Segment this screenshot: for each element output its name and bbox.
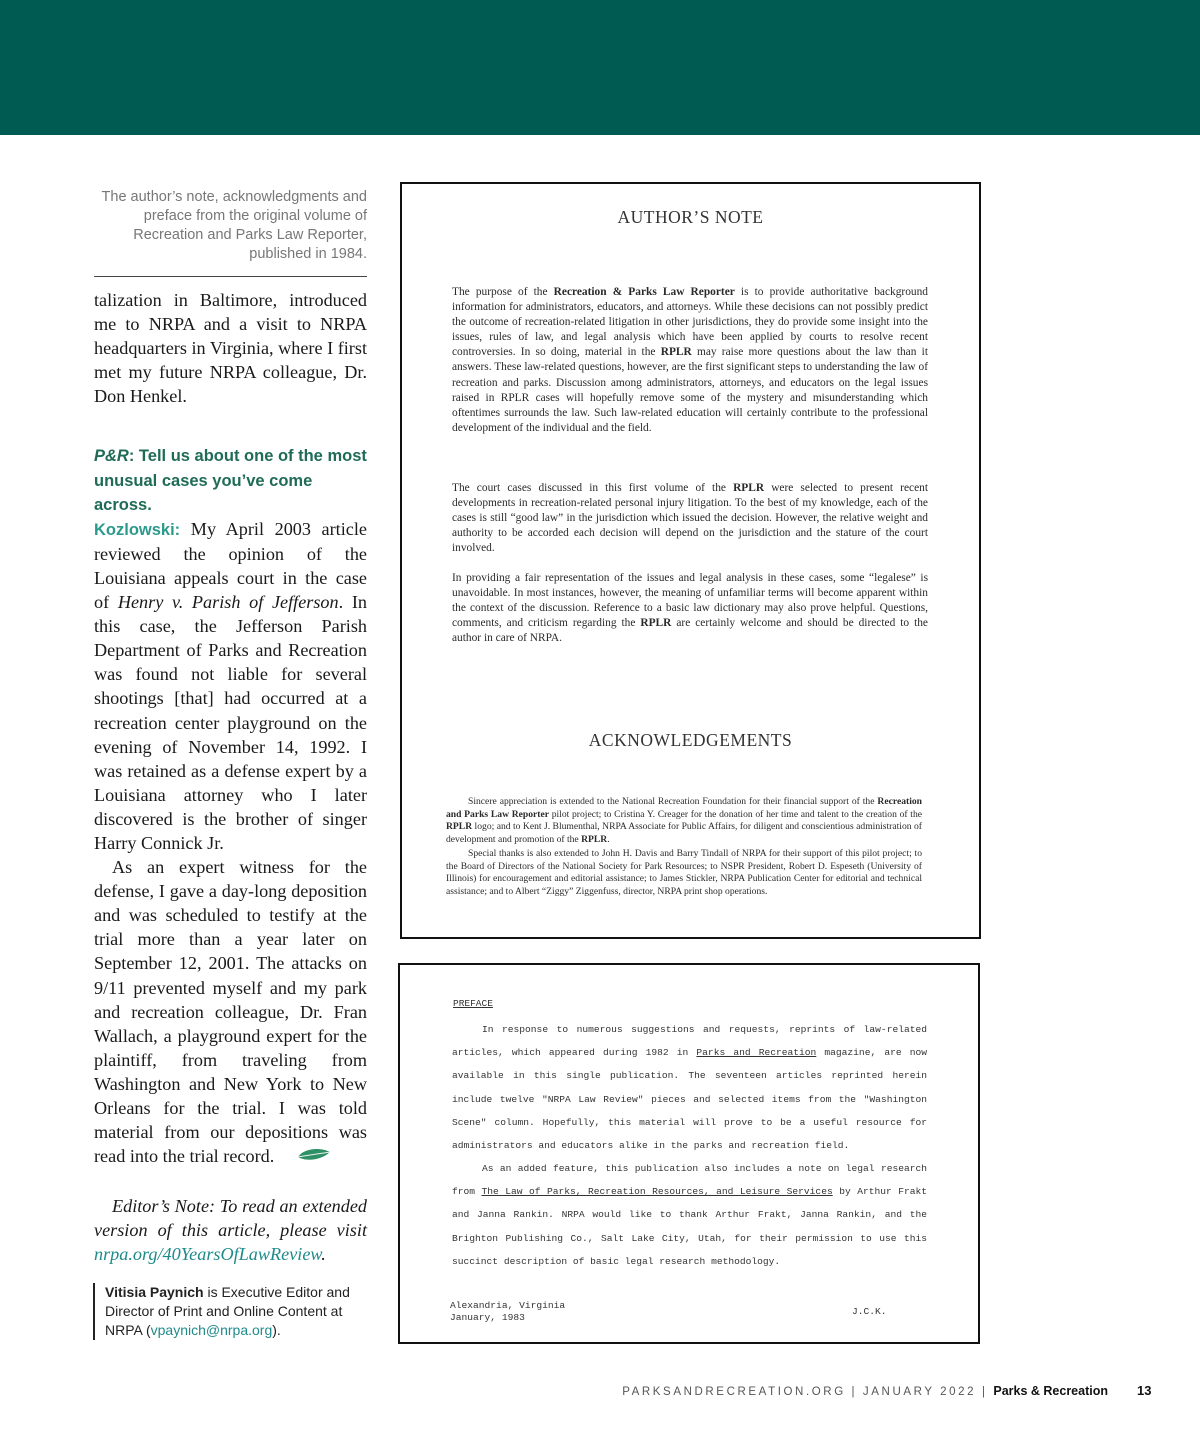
editor-note-text: Editor’s Note: To read an extended version of this article, please visit <box>94 1196 367 1241</box>
acknowledgements-title: ACKNOWLEDGEMENTS <box>588 730 793 750</box>
image-caption: The author’s note, acknowledgments and preface from the original volume of Recreation and Parks Law Reporter, published in 1984. <box>101 189 367 262</box>
author-bio <box>93 1283 375 1340</box>
footer-site: PARKSANDRECREATION.ORG <box>622 1386 846 1398</box>
article-text: As an expert witness for the defense, I gave a day-long deposition and was scheduled to testify at the trial more than a year later on September 12, 2001. The attacks on 9/11 prevented myself and my park and recreation colleague, Dr. Fran Wallach, a playground expert for the plaintiff, from traveling from Washington and New York to New Orleans for the trial. I was told material from our depositions was read into the trial record. <box>94 857 367 1167</box>
editor-note-end: . <box>321 1244 326 1265</box>
authors-note-paragraph: In providing a fair representation of the issues and legal analysis in these cases, some “legalese” is unavoidable. In most instances, however, the meaning of unfamiliar terms will become apparent within the context of the discussion. Reference to a basic law dictionary may also prove helpful. Questions, comments, and criticism regarding the RPLR are certainly welcome and should be directed to the author in care of NRPA. <box>452 572 928 645</box>
authors-note-document <box>400 182 981 939</box>
acknowledgements-paragraph: Sincere appreciation is extended to the National Recreation Foundation for their financial support of the Recreation and Parks Law Reporter pilot project; to Cristina Y. Creager for the donation of her time and talent to the creation of the RPLR logo; and to Kent J. Blumenthal, NRPA Associate for Public Affairs, for diligent and conscientious administration of development and promotion of the RPLR. <box>446 796 923 845</box>
preface-title: PREFACE <box>453 998 493 1009</box>
bio-name: Vitisia Paynich <box>105 1284 204 1300</box>
preface-signoff <box>450 1300 565 1324</box>
bio-end: ). <box>272 1322 281 1338</box>
answer-text: . In this case, the Jefferson Parish Department of Parks and Recreation was found not liable for several shootings [that] had occurred at a recreation center playground on the evening of November 14, 1992. I was retained as a defense expert by a Louisiana attorney who I later discovered is the brother of singer Harry Connick Jr. <box>94 592 368 853</box>
bio-text: is Executive Editor and Director of Print and Online Content at NRPA ( <box>105 1284 350 1338</box>
speaker-label: Kozlowski: <box>94 520 181 539</box>
answer-text: My April 2003 article reviewed the opinion of the Louisiana appeals court in the case of <box>94 518 367 613</box>
preface-document <box>398 963 980 1344</box>
leaf-end-mark-icon <box>278 1146 332 1170</box>
header-band <box>0 0 1200 135</box>
question-text: : Tell us about one of the most unusual cases you’ve come across. <box>94 447 367 514</box>
preface-initials: J.C.K. <box>852 1306 887 1317</box>
preface-paragraph: In response to numerous suggestions and requests, reprints of law-related articles, which appeared during 1982 in Parks and Recreation magazine, are now available in this single publication. The seventeen articles reprinted herein include twelve "NRPA Law Review" pieces and selected items from the "Washington Scene" column. Hopefully, this material will prove to be a useful resource for administrators and educators alike in the parks and recreation field. <box>452 1024 927 1152</box>
page-number: 13 <box>1137 1383 1152 1398</box>
article-paragraph <box>94 517 367 855</box>
preface-date: January, 1983 <box>450 1312 525 1323</box>
acknowledgements-paragraph: Special thanks is also extended to John H. Davis and Barry Tindall of NRPA for their support of this pilot project; to the Board of Directors of the National Society for Park Resources; to NSPR President, Robert D. Espeseth (University of Illinois) for encouragement and editorial assistance; to James Stickler, NRPA Publication Center for editorial and technical assistance; and to Albert “Ziggy” Ziggenfuss, director, NRPA print shop operations. <box>446 848 922 897</box>
footer-brand: Parks & Recreation <box>993 1384 1108 1398</box>
caption-divider <box>94 276 367 277</box>
authors-note-title: AUTHOR’S NOTE <box>617 207 764 227</box>
footer-issue: JANUARY 2022 <box>862 1386 977 1398</box>
case-name: Henry v. Parish of Jefferson <box>117 592 339 613</box>
editor-note-link[interactable]: nrpa.org/40YearsOfLawReview <box>94 1244 322 1265</box>
article-paragraph: talization in Baltimore, introduced me to NRPA and a visit to NRPA headquarters in Virginia, where I first met my future NRPA colleague, Dr. Don Henkel. <box>94 290 367 407</box>
authors-note-paragraph: The court cases discussed in this first volume of the RPLR were selected to present recent developments in recreation-related personal injury litigation. To the best of my knowledge, each of the cases is still “good law” in the jurisdiction which issued the decision. However, the relative weight and authority to be accorded each decision will depend on the jurisdiction and the stature of the court involved. <box>452 482 928 555</box>
bio-email-link[interactable]: vpaynich@nrpa.org <box>150 1322 273 1338</box>
authors-note-paragraph: The purpose of the Recreation & Parks Law Reporter is to provide authoritative background information for administrators, educators, and attorneys. While these decisions can not possibly predict the outcome of recreation-related litigation in other jurisdictions, they do provide some insight into the issues, rules of law, and legal analysis which have been applied by courts to resolve recent controversies. In so doing, material in the RPLR may raise more questions about the law than it answers. These law-related questions, however, are the first significant steps to understanding the law of recreation and parks. Discussion among administrators, attorneys, and educators on the legal issues raised in RPLR cases will hopefully remove some of the mystery and misunderstanding which oftentimes surrounds the law. Such law-related education will certainly contribute to the professional development of the individual and the field. <box>452 286 928 434</box>
interview-question <box>94 444 367 516</box>
editor-note <box>94 1194 367 1266</box>
preface-paragraph: As an added feature, this publication also includes a note on legal research from The Law of Parks, Recreation Resources, and Leisure Services by Arthur Frakt and Janna Rankin. NRPA would like to thank Arthur Frakt, Janna Rankin, and the Brighton Publishing Co., Salt Lake City, Utah, for their permission to use this succinct description of basic legal research methodology. <box>452 1163 927 1267</box>
article-column <box>94 288 367 1266</box>
page-footer: PARKSANDRECREATION.ORG | JANUARY 2022 | Parks & Recreation <box>622 1384 1108 1398</box>
preface-place: Alexandria, Virginia <box>450 1300 566 1311</box>
question-prefix: P&R <box>94 447 129 466</box>
article-paragraph <box>94 855 367 1170</box>
